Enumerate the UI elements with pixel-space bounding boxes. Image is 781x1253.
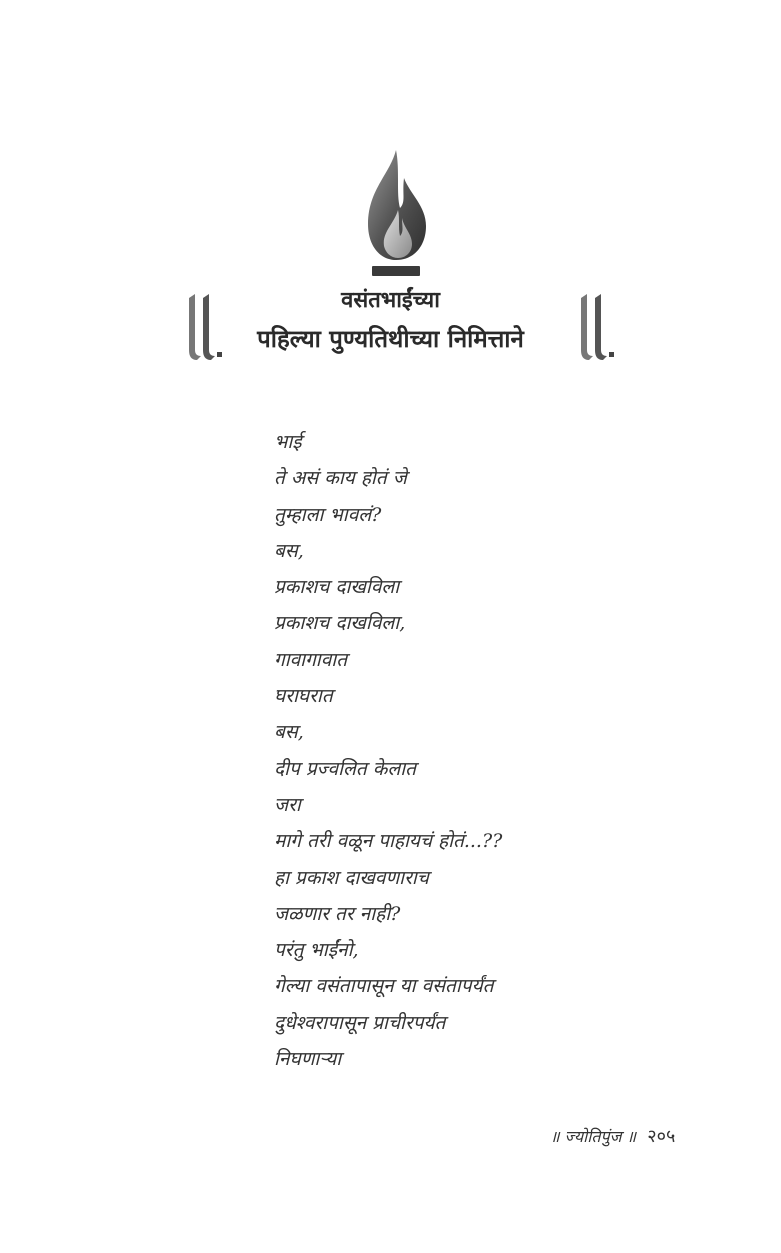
lamp-flame-icon (360, 148, 432, 280)
poem-line: हा प्रकाश दाखवणाराच (274, 866, 429, 889)
page-title: पहिल्या पुण्यतिथीच्या निमित्ताने (257, 325, 524, 353)
poem-line: प्रकाशच दाखविला (274, 576, 400, 599)
book-title-mark: ॥ ज्योतिपुंज ॥ (550, 1127, 637, 1146)
page-number: २०५ (647, 1126, 676, 1147)
poem-line: तुम्हाला भावलं? (274, 503, 382, 526)
poem-line: प्रकाशच दाखविला, (274, 612, 406, 635)
poem-line: घराघरात (274, 685, 333, 708)
page-footer (550, 1124, 750, 1148)
poem-line: निघणाऱ्या (274, 1048, 342, 1071)
poem-line: गावागावात (274, 648, 348, 671)
poem-line: परंतु भाईंनो, (274, 939, 359, 962)
poem-line: जरा (274, 793, 301, 816)
poem-line: भाई (274, 431, 302, 453)
poem-line: जळणार तर नाही? (274, 902, 401, 925)
poem-line: मागे तरी वळून पाहायचं होतं...?? (274, 830, 503, 853)
header-subtitle: वसंतभाईंच्या (341, 288, 440, 313)
poem-line: दुधेश्वरापासून प्राचीरपर्यंत (274, 1011, 446, 1034)
poem-line: बस, (274, 721, 304, 744)
poem-line: गेल्या वसंतापासून या वसंतापर्यंत (274, 975, 494, 998)
poem-line: दीप प्रज्वलित केलात (274, 757, 416, 780)
poem-body (274, 424, 694, 1077)
poem-line: ते असं काय होतं जे (274, 467, 407, 490)
poem-line: बस, (274, 539, 304, 562)
